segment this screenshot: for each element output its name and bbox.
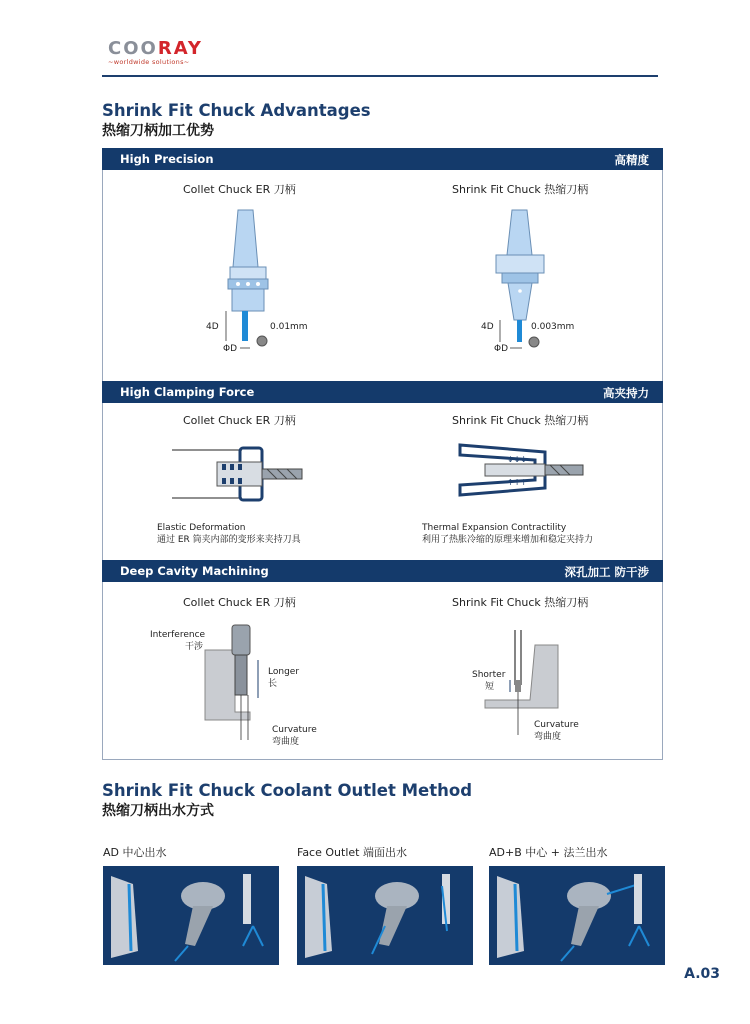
- curvature-left-en: Curvature: [272, 725, 317, 735]
- curvature-left-cn: 弯曲度: [272, 737, 300, 747]
- row-label-cn: 深孔加工 防干涉: [564, 565, 649, 579]
- section-title-cn: 热缩刀柄出水方式: [102, 803, 214, 819]
- caption-collet-chuck: Collet Chuck ER 刀柄: [183, 414, 296, 427]
- page-number: A.03: [684, 966, 720, 982]
- caption-shrink-fit-chuck: Shrink Fit Chuck 热缩刀柄: [452, 596, 589, 609]
- caption-collet-chuck: Collet Chuck ER 刀柄: [183, 183, 296, 196]
- row-header-precision: [102, 148, 663, 170]
- collet-deep-cavity-diagram: [200, 620, 270, 745]
- caption-shrink-fit-chuck: Shrink Fit Chuck 热缩刀柄: [452, 183, 589, 196]
- coolant-image-ad: [103, 866, 279, 965]
- thermal-expansion-cn: 利用了热胀冷缩的原理来增加和稳定夹持力: [422, 535, 594, 545]
- diameter-label: ΦD: [494, 344, 509, 354]
- elastic-deformation-en: Elastic Deformation: [157, 523, 246, 533]
- runout-value-collet: 0.01mm: [270, 322, 308, 332]
- length-label-4d: 4D: [206, 322, 219, 332]
- section-title-coolant: [102, 781, 472, 820]
- longer-en: Longer: [268, 667, 300, 677]
- row-label-cn: 高精度: [614, 153, 649, 167]
- shorter-cn: 短: [485, 682, 495, 692]
- runout-value-shrink: 0.003mm: [531, 322, 575, 332]
- thermal-expansion-en: Thermal Expansion Contractility: [422, 523, 567, 533]
- row-label-cn: 高夹持力: [603, 386, 649, 400]
- logo-tagline: ~worldwide solutions~: [108, 58, 190, 66]
- logo-word-b: RAY: [157, 38, 203, 59]
- company-logo: [108, 38, 203, 66]
- shrink-fit-clamping-diagram: [455, 440, 595, 500]
- coolant-image-ad-b: [489, 866, 665, 965]
- collet-chuck-precision-diagram: [190, 205, 330, 360]
- interference-en: Interference: [150, 630, 206, 640]
- row-label-en: High Precision: [120, 152, 214, 166]
- caption-collet-chuck: Collet Chuck ER 刀柄: [183, 596, 296, 609]
- row-header-clamping: [102, 381, 663, 403]
- section-title-en: Shrink Fit Chuck Coolant Outlet Method: [102, 781, 473, 800]
- shorter-en: Shorter: [472, 670, 506, 680]
- svg-text:↓↓↓: ↓↓↓: [507, 455, 528, 464]
- shrink-fit-precision-diagram: [460, 205, 600, 360]
- diameter-label: ΦD: [223, 344, 238, 354]
- coolant-label-face: Face Outlet 端面出水: [297, 846, 407, 859]
- row-label-en: Deep Cavity Machining: [120, 564, 269, 578]
- section-title-cn: 热缩刀柄加工优势: [102, 123, 214, 139]
- caption-shrink-fit-chuck: Shrink Fit Chuck 热缩刀柄: [452, 414, 589, 427]
- coolant-image-face-outlet: [297, 866, 473, 965]
- longer-cn: 长: [268, 679, 278, 689]
- row-header-deep-cavity: [102, 560, 663, 582]
- section-title-advantages: [102, 101, 371, 140]
- curvature-right-en: Curvature: [534, 720, 579, 730]
- row-label-en: High Clamping Force: [120, 385, 255, 399]
- section-title-en: Shrink Fit Chuck Advantages: [102, 101, 371, 120]
- coolant-label-ad: AD 中心出水: [103, 846, 167, 859]
- coolant-label-adb: AD+B 中心 + 法兰出水: [489, 846, 608, 859]
- elastic-deformation-cn: 通过 ER 筒夹内部的变形来夹持刀具: [157, 535, 301, 545]
- curvature-right-cn: 弯曲度: [534, 732, 562, 742]
- collet-clamping-diagram: [172, 440, 312, 510]
- length-label-4d: 4D: [481, 322, 494, 332]
- logo-word-a: COO: [108, 38, 158, 59]
- svg-text:↑↑↑: ↑↑↑: [507, 478, 528, 487]
- header-divider: [102, 75, 658, 77]
- interference-cn: 干涉: [185, 642, 204, 652]
